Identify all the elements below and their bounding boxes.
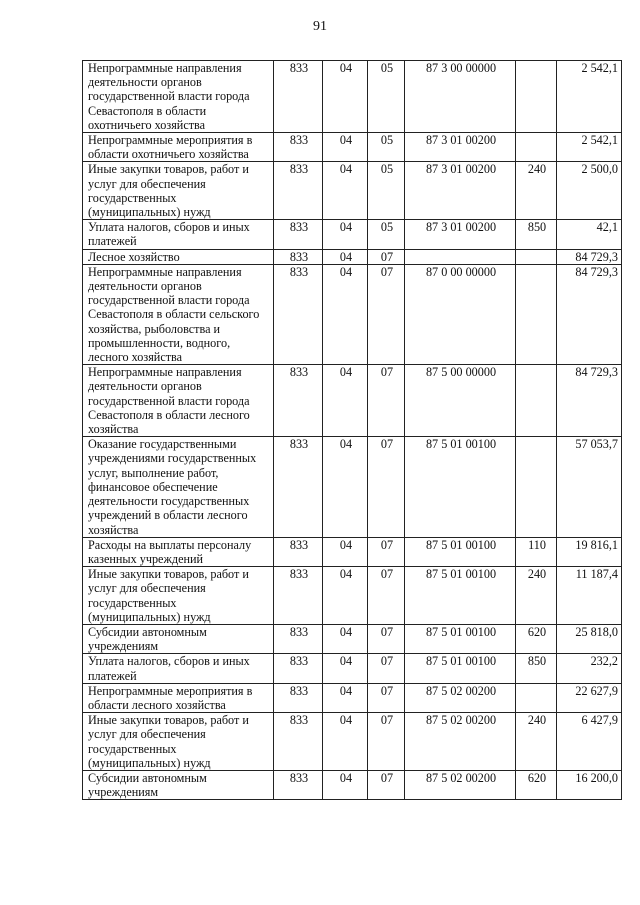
expense-type-code [516, 61, 557, 133]
expense-name: Непрограммные мероприятия в области охотничьего хозяйства [83, 133, 274, 162]
table-row [83, 162, 622, 220]
department-code: 833 [274, 654, 323, 683]
section-code: 04 [323, 683, 368, 712]
section-code: 04 [323, 567, 368, 625]
department-code: 833 [274, 537, 323, 566]
target-article-code: 87 3 01 00200 [405, 133, 516, 162]
expense-type-code: 240 [516, 713, 557, 771]
subsection-code: 07 [368, 249, 405, 264]
expense-name: Иные закупки товаров, работ и услуг для обеспечения государственных (муниципальных) нужд [83, 567, 274, 625]
department-code: 833 [274, 437, 323, 537]
department-code: 833 [274, 133, 323, 162]
department-code: 833 [274, 567, 323, 625]
subsection-code: 07 [368, 567, 405, 625]
amount: 232,2 [557, 654, 622, 683]
expense-name: Непрограммные мероприятия в области лесного хозяйства [83, 683, 274, 712]
section-code: 04 [323, 713, 368, 771]
expense-type-code [516, 133, 557, 162]
subsection-code: 07 [368, 365, 405, 437]
amount: 84 729,3 [557, 249, 622, 264]
table-row [83, 220, 622, 249]
budget-table-body [83, 61, 622, 800]
expense-name: Иные закупки товаров, работ и услуг для обеспечения государственных (муниципальных) нужд [83, 162, 274, 220]
expense-name: Субсидии автономным учреждениям [83, 770, 274, 799]
subsection-code: 05 [368, 61, 405, 133]
section-code: 04 [323, 162, 368, 220]
expense-type-code: 850 [516, 220, 557, 249]
expense-type-code [516, 264, 557, 364]
expense-name: Непрограммные направления деятельности органов государственной власти города Севастополя в области сельского хозяйства, рыболовства и промышленности, водного, лесного хозяйства [83, 264, 274, 364]
expense-type-code: 620 [516, 770, 557, 799]
target-article-code: 87 5 01 00100 [405, 537, 516, 566]
section-code: 04 [323, 264, 368, 364]
target-article-code: 87 0 00 00000 [405, 264, 516, 364]
expense-name: Субсидии автономным учреждениям [83, 624, 274, 653]
amount: 57 053,7 [557, 437, 622, 537]
amount: 25 818,0 [557, 624, 622, 653]
subsection-code: 05 [368, 162, 405, 220]
department-code: 833 [274, 220, 323, 249]
section-code: 04 [323, 770, 368, 799]
subsection-code: 07 [368, 654, 405, 683]
target-article-code: 87 5 01 00100 [405, 654, 516, 683]
amount: 2 542,1 [557, 61, 622, 133]
target-article-code: 87 5 01 00100 [405, 567, 516, 625]
target-article-code: 87 5 02 00200 [405, 770, 516, 799]
expense-type-code: 620 [516, 624, 557, 653]
expense-name: Иные закупки товаров, работ и услуг для обеспечения государственных (муниципальных) нужд [83, 713, 274, 771]
table-row [83, 537, 622, 566]
expense-type-code [516, 683, 557, 712]
amount: 16 200,0 [557, 770, 622, 799]
expense-type-code: 240 [516, 162, 557, 220]
target-article-code: 87 5 02 00200 [405, 683, 516, 712]
amount: 22 627,9 [557, 683, 622, 712]
amount: 2 500,0 [557, 162, 622, 220]
amount: 6 427,9 [557, 713, 622, 771]
expense-type-code [516, 249, 557, 264]
subsection-code: 07 [368, 264, 405, 364]
target-article-code: 87 3 00 00000 [405, 61, 516, 133]
target-article-code: 87 3 01 00200 [405, 162, 516, 220]
target-article-code: 87 5 02 00200 [405, 713, 516, 771]
subsection-code: 05 [368, 133, 405, 162]
table-row [83, 683, 622, 712]
subsection-code: 07 [368, 713, 405, 771]
subsection-code: 07 [368, 770, 405, 799]
expense-name: Расходы на выплаты персоналу казенных учреждений [83, 537, 274, 566]
target-article-code: 87 3 01 00200 [405, 220, 516, 249]
expense-name: Непрограммные направления деятельности органов государственной власти города Севастополя в области охотничьего хозяйства [83, 61, 274, 133]
subsection-code: 07 [368, 624, 405, 653]
target-article-code: 87 5 01 00100 [405, 437, 516, 537]
budget-table [82, 60, 622, 800]
section-code: 04 [323, 437, 368, 537]
section-code: 04 [323, 537, 368, 566]
amount: 19 816,1 [557, 537, 622, 566]
table-row [83, 654, 622, 683]
table-row [83, 61, 622, 133]
section-code: 04 [323, 249, 368, 264]
department-code: 833 [274, 770, 323, 799]
expense-type-code [516, 437, 557, 537]
department-code: 833 [274, 61, 323, 133]
expense-name: Оказание государственными учреждениями государственных услуг, выполнение работ, финансовое обеспечение деятельности государственных учреждений в области лесного хозяйства [83, 437, 274, 537]
table-row [83, 624, 622, 653]
subsection-code: 07 [368, 437, 405, 537]
table-row [83, 770, 622, 799]
table-row [83, 437, 622, 537]
amount: 42,1 [557, 220, 622, 249]
expense-name: Лесное хозяйство [83, 249, 274, 264]
expense-type-code: 240 [516, 567, 557, 625]
subsection-code: 07 [368, 537, 405, 566]
department-code: 833 [274, 365, 323, 437]
target-article-code [405, 249, 516, 264]
table-row [83, 365, 622, 437]
subsection-code: 05 [368, 220, 405, 249]
department-code: 833 [274, 249, 323, 264]
section-code: 04 [323, 61, 368, 133]
expense-name: Непрограммные направления деятельности органов государственной власти города Севастополя в области лесного хозяйства [83, 365, 274, 437]
table-row [83, 133, 622, 162]
expense-type-code: 110 [516, 537, 557, 566]
expense-name: Уплата налогов, сборов и иных платежей [83, 220, 274, 249]
section-code: 04 [323, 654, 368, 683]
department-code: 833 [274, 264, 323, 364]
target-article-code: 87 5 01 00100 [405, 624, 516, 653]
department-code: 833 [274, 624, 323, 653]
section-code: 04 [323, 365, 368, 437]
amount: 2 542,1 [557, 133, 622, 162]
department-code: 833 [274, 713, 323, 771]
subsection-code: 07 [368, 683, 405, 712]
expense-type-code: 850 [516, 654, 557, 683]
department-code: 833 [274, 683, 323, 712]
table-row [83, 249, 622, 264]
section-code: 04 [323, 133, 368, 162]
page-number: 91 [313, 19, 327, 34]
amount: 84 729,3 [557, 365, 622, 437]
section-code: 04 [323, 220, 368, 249]
expense-name: Уплата налогов, сборов и иных платежей [83, 654, 274, 683]
department-code: 833 [274, 162, 323, 220]
target-article-code: 87 5 00 00000 [405, 365, 516, 437]
table-row [83, 264, 622, 364]
table-row [83, 713, 622, 771]
amount: 11 187,4 [557, 567, 622, 625]
expense-type-code [516, 365, 557, 437]
amount: 84 729,3 [557, 264, 622, 364]
section-code: 04 [323, 624, 368, 653]
table-row [83, 567, 622, 625]
